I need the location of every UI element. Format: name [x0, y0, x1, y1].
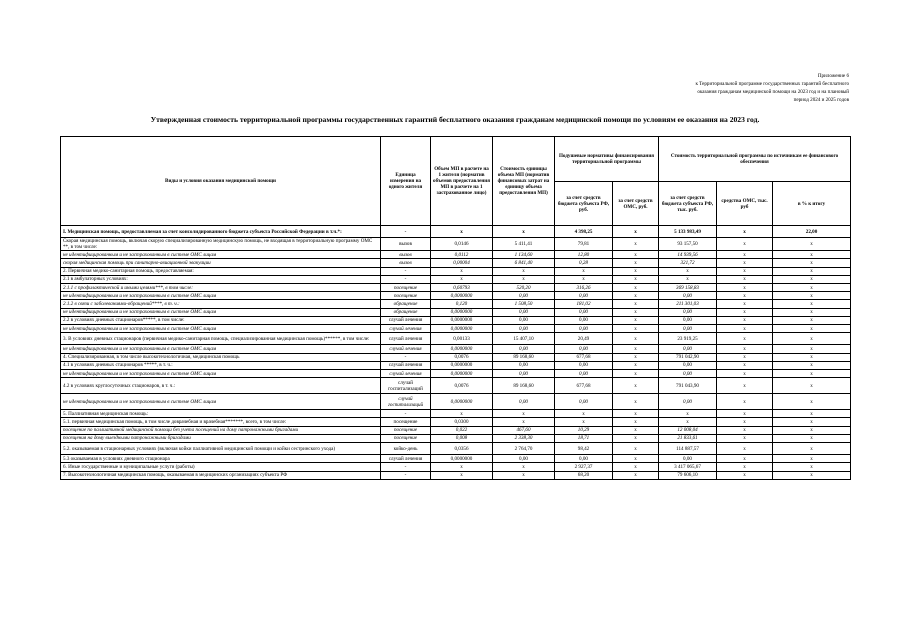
cost-table — [60, 136, 851, 480]
value-cell: вызов — [381, 251, 431, 259]
value-cell: х — [717, 308, 773, 316]
value-cell: х — [717, 418, 773, 426]
value-cell: х — [717, 275, 773, 283]
header-group-cost: Стоимость территориальной программы по источникам ее финансового обеспечения — [659, 137, 851, 182]
table-row — [61, 316, 851, 324]
value-cell: 0,00 — [555, 361, 613, 369]
value-cell: 0,00 — [555, 316, 613, 324]
value-cell: 1 134,60 — [493, 251, 555, 259]
row-label-cell: 2.1.2 в связи с заболеваниями-обращений****, в т. ч.: — [61, 300, 381, 308]
value-cell: 0,0000000 — [431, 394, 493, 410]
table-row — [61, 275, 851, 283]
row-label-cell: не идентифицированным и не застрахованным в системе ОМС лицам — [61, 370, 381, 378]
value-cell: 22,00 — [773, 226, 851, 238]
value-cell: х — [717, 324, 773, 332]
value-cell: х — [773, 316, 851, 324]
value-cell: х — [613, 418, 659, 426]
table-row — [61, 251, 851, 259]
value-cell: х — [493, 226, 555, 238]
value-cell: х — [613, 251, 659, 259]
table-row — [61, 308, 851, 316]
row-label-cell: 5.2. оказываемая в стационарных условиях (включая койки паллиативной медицинской помощи и койки сестринского ухода) — [61, 442, 381, 454]
value-cell: 114 887,57 — [659, 442, 717, 454]
row-label-cell: не идентифицированным и не застрахованным в системе ОМС лицам — [61, 308, 381, 316]
value-cell: х — [773, 426, 851, 434]
appendix-line: к Территориальной программе государственных гарантий бесплатного — [695, 81, 849, 87]
value-cell: посещение — [381, 284, 431, 292]
row-label-cell: посещения на дому выездными патронажными бригадами — [61, 434, 381, 442]
value-cell: х — [717, 259, 773, 267]
value-cell: х — [717, 345, 773, 353]
value-cell: 2 338,30 — [493, 434, 555, 442]
row-label-cell: посещение по паллиативной медицинской помощи без учета посещений на дому патронажными бригадами — [61, 426, 381, 434]
value-cell: х — [773, 455, 851, 463]
value-cell: 467,60 — [493, 426, 555, 434]
header-oms-thousand: средства ОМС, тыс. руб — [717, 182, 773, 226]
value-cell: 0,00 — [493, 394, 555, 410]
value-cell: 98,42 — [555, 442, 613, 454]
value-cell: 0,0000000 — [431, 324, 493, 332]
value-cell: 0,0000000 — [431, 361, 493, 369]
value-cell: 6 841,40 — [493, 259, 555, 267]
value-cell: х — [717, 226, 773, 238]
value-cell: 0,0112 — [431, 251, 493, 259]
appendix-line: оказания гражданам медицинской помощи на 2023 год и на плановый — [697, 89, 849, 95]
value-cell: 0,28 — [555, 259, 613, 267]
header-unit-cost: Стоимость единицы объема МП (норматив финансовых затрат на единицу объема предоставления МП) — [493, 137, 555, 226]
table-row — [61, 259, 851, 267]
value-cell: - — [381, 353, 431, 361]
header-budget-thousand: за счет средств бюджета субъекта РФ, тыс. руб. — [659, 182, 717, 226]
row-label-cell: не идентифицированным и не застрахованным в системе ОМС лицам — [61, 324, 381, 332]
value-cell: х — [773, 308, 851, 316]
value-cell: 0,00 — [555, 324, 613, 332]
value-cell: 0,00 — [493, 370, 555, 378]
value-cell: посещение — [381, 418, 431, 426]
value-cell: х — [773, 378, 851, 394]
value-cell: 0,00 — [493, 345, 555, 353]
value-cell: х — [773, 259, 851, 267]
value-cell: 18,71 — [555, 434, 613, 442]
value-cell: - — [381, 226, 431, 238]
value-cell: х — [493, 471, 555, 479]
value-cell: 0,0000000 — [431, 308, 493, 316]
value-cell: х — [613, 463, 659, 471]
value-cell: х — [659, 267, 717, 275]
value-cell: х — [773, 251, 851, 259]
value-cell: случай лечения — [381, 345, 431, 353]
value-cell: 5 133 983,49 — [659, 226, 717, 238]
row-label-cell: 5.1. первичная медицинская помощь, в том числе доврачебная и врачебная*******, всего, в том числе: — [61, 418, 381, 426]
table-row — [61, 410, 851, 418]
value-cell: 0,022 — [431, 426, 493, 434]
table-row — [61, 394, 851, 410]
value-cell: 0,120 — [431, 300, 493, 308]
value-cell: 791 042,90 — [659, 353, 717, 361]
value-cell: х — [717, 300, 773, 308]
value-cell: 0,00 — [493, 361, 555, 369]
value-cell: случай лечения — [381, 316, 431, 324]
value-cell: х — [717, 267, 773, 275]
value-cell: х — [613, 361, 659, 369]
value-cell: 0,0000000 — [431, 316, 493, 324]
value-cell: 0,0356 — [431, 442, 493, 454]
value-cell: 12,80 — [555, 251, 613, 259]
row-label-cell: 4. Специализированная, в том числе высокотехнологичная, медицинская помощь — [61, 353, 381, 361]
value-cell: х — [773, 394, 851, 410]
value-cell: х — [613, 426, 659, 434]
value-cell: 677,68 — [555, 353, 613, 361]
row-label-cell: не идентифицированным и не застрахованным в системе ОМС лицам — [61, 292, 381, 300]
value-cell: 0,0076 — [431, 378, 493, 394]
row-label-cell: 5. Паллиативная медицинская помощь: — [61, 410, 381, 418]
value-cell: х — [773, 471, 851, 479]
value-cell: 15 407,10 — [493, 333, 555, 345]
value-cell: х — [493, 410, 555, 418]
value-cell: 0,0000000 — [431, 345, 493, 353]
value-cell: х — [773, 324, 851, 332]
value-cell: 10,29 — [555, 426, 613, 434]
value-cell: 181,02 — [555, 300, 613, 308]
value-cell: х — [773, 292, 851, 300]
value-cell: х — [717, 361, 773, 369]
value-cell: х — [773, 434, 851, 442]
value-cell: х — [773, 361, 851, 369]
value-cell: 0,60793 — [431, 284, 493, 292]
header-budget-rub: за счет средств бюджета субъекта РФ, руб. — [555, 182, 613, 226]
row-label-cell: 7. Высокотехнологичная медицинская помощь, оказываемая в медицинских организациях субъекта РФ — [61, 471, 381, 479]
value-cell: 0,00 — [555, 455, 613, 463]
value-cell: 0,00 — [493, 316, 555, 324]
table-row — [61, 300, 851, 308]
value-cell: х — [717, 442, 773, 454]
value-cell: х — [613, 378, 659, 394]
table-row — [61, 418, 851, 426]
header-unit: Единица измерения на одного жителя — [381, 137, 431, 226]
value-cell: 68,20 — [555, 471, 613, 479]
value-cell: х — [717, 434, 773, 442]
value-cell: 0,00 — [659, 345, 717, 353]
value-cell: случай лечения — [381, 333, 431, 345]
value-cell: х — [613, 333, 659, 345]
row-label-cell: 4.1 в условиях дневных стационаров *****, в т. ч.: — [61, 361, 381, 369]
value-cell: - — [381, 410, 431, 418]
table-row — [61, 353, 851, 361]
value-cell: 0,00 — [493, 308, 555, 316]
value-cell: х — [613, 308, 659, 316]
value-cell: х — [431, 471, 493, 479]
value-cell: 0,00 — [659, 292, 717, 300]
value-cell: х — [493, 267, 555, 275]
row-label-cell: 2. Первичная медико-санитарная помощь, предоставляемая: — [61, 267, 381, 275]
value-cell: - — [381, 267, 431, 275]
row-label-cell: 2.1.1 с профилактической и иными целями***, в том числе: — [61, 284, 381, 292]
value-cell: х — [773, 463, 851, 471]
appendix-line: период 2024 и 2025 годов — [793, 97, 849, 103]
value-cell: 79 606,10 — [659, 471, 717, 479]
value-cell: х — [493, 275, 555, 283]
value-cell: х — [431, 410, 493, 418]
value-cell: 0,00 — [659, 394, 717, 410]
value-cell: х — [555, 418, 613, 426]
appendix-line: Приложение 6 — [817, 73, 849, 79]
value-cell: х — [613, 275, 659, 283]
value-cell: х — [613, 284, 659, 292]
value-cell: 2 764,70 — [493, 442, 555, 454]
value-cell: х — [773, 410, 851, 418]
value-cell: х — [717, 251, 773, 259]
value-cell: х — [555, 275, 613, 283]
header-volume: Объем МП в расчете на 1 жителя (норматив объемов предоставления МП в расчете на 1 застрахованное лицо) — [431, 137, 493, 226]
value-cell: 0,00 — [555, 370, 613, 378]
value-cell: х — [613, 471, 659, 479]
value-cell: 0,0000000 — [431, 370, 493, 378]
value-cell: х — [717, 455, 773, 463]
value-cell: случай лечения — [381, 370, 431, 378]
value-cell: 0,0300 — [431, 418, 493, 426]
value-cell: х — [493, 418, 555, 426]
table-row — [61, 463, 851, 471]
value-cell: вызов — [381, 259, 431, 267]
table-row — [61, 267, 851, 275]
value-cell: х — [717, 333, 773, 345]
value-cell: х — [431, 275, 493, 283]
value-cell: х — [659, 275, 717, 283]
row-label-cell: 6. Иные государственные и муниципальные услуги (работы) — [61, 463, 381, 471]
table-body — [61, 226, 851, 480]
value-cell: х — [613, 259, 659, 267]
value-cell: х — [773, 267, 851, 275]
value-cell: 677,68 — [555, 378, 613, 394]
value-cell: х — [717, 378, 773, 394]
value-cell: х — [717, 292, 773, 300]
value-cell: 0,00 — [659, 324, 717, 332]
value-cell: 0,00 — [493, 324, 555, 332]
value-cell: х — [613, 324, 659, 332]
value-cell: 2 927,37 — [555, 463, 613, 471]
value-cell: 1 508,50 — [493, 300, 555, 308]
value-cell: х — [555, 267, 613, 275]
row-label-cell: не идентифицированным и не застрахованным в системе ОМС лицам — [61, 345, 381, 353]
value-cell: 14 939,56 — [659, 251, 717, 259]
value-cell: - — [381, 463, 431, 471]
value-cell: случай госпитализаций — [381, 394, 431, 410]
value-cell: - — [381, 471, 431, 479]
value-cell: х — [613, 394, 659, 410]
value-cell: 369 158,83 — [659, 284, 717, 292]
value-cell: 0,0000000 — [431, 292, 493, 300]
value-cell: 0,008 — [431, 434, 493, 442]
table-row — [61, 226, 851, 238]
value-cell: х — [613, 370, 659, 378]
table-row — [61, 333, 851, 345]
value-cell: х — [773, 238, 851, 251]
value-cell: посещение — [381, 292, 431, 300]
table-row — [61, 292, 851, 300]
value-cell: х — [613, 353, 659, 361]
value-cell: х — [613, 410, 659, 418]
value-cell: х — [613, 345, 659, 353]
value-cell: обращение — [381, 308, 431, 316]
value-cell: 89 168,60 — [493, 353, 555, 361]
value-cell: случай госпитализаций — [381, 378, 431, 394]
value-cell: х — [773, 300, 851, 308]
value-cell: х — [613, 238, 659, 251]
value-cell: 0,00 — [659, 361, 717, 369]
value-cell: посещение — [381, 434, 431, 442]
value-cell: 0,00133 — [431, 333, 493, 345]
value-cell: посещение — [381, 426, 431, 434]
value-cell: 0,00 — [555, 345, 613, 353]
value-cell: 0,00 — [659, 370, 717, 378]
table-row — [61, 442, 851, 454]
value-cell: х — [773, 442, 851, 454]
row-label-cell: 2.2 в условиях дневных стационаров*****, в том числе: — [61, 316, 381, 324]
value-cell: 0,00 — [493, 455, 555, 463]
value-cell: случай лечения — [381, 361, 431, 369]
value-cell: х — [717, 284, 773, 292]
value-cell: обращение — [381, 300, 431, 308]
value-cell: 3 417 065,67 — [659, 463, 717, 471]
value-cell: х — [773, 284, 851, 292]
value-cell: х — [613, 226, 659, 238]
value-cell: 791 043,90 — [659, 378, 717, 394]
row-label-cell: скорая медицинская помощь при санитарно-авиационной эвакуации — [61, 259, 381, 267]
table-row — [61, 426, 851, 434]
header-type: Виды и условия оказания медицинской помощи — [61, 137, 381, 226]
value-cell: х — [555, 410, 613, 418]
value-cell: х — [659, 418, 717, 426]
value-cell: х — [613, 442, 659, 454]
value-cell: 0,0146 — [431, 238, 493, 251]
value-cell: х — [773, 370, 851, 378]
value-cell: 321,72 — [659, 259, 717, 267]
value-cell: х — [773, 333, 851, 345]
value-cell: 0,00 — [555, 308, 613, 316]
value-cell: 23 919,25 — [659, 333, 717, 345]
table-row — [61, 471, 851, 479]
row-label-cell: 4.2 в условиях круглосуточных стационаров, в т. ч.: — [61, 378, 381, 394]
value-cell: койко-день — [381, 442, 431, 454]
table-row — [61, 238, 851, 251]
row-label-cell: Скорая медицинская помощь, включая скорую специализированную медицинскую помощь, не входящая в территориальную программу ОМС **, в том числе: — [61, 238, 381, 251]
row-label-cell: не идентифицированным и не застрахованным в системе ОМС лицам — [61, 394, 381, 410]
value-cell: х — [431, 267, 493, 275]
value-cell: х — [659, 410, 717, 418]
value-cell: 211 301,03 — [659, 300, 717, 308]
table-row — [61, 434, 851, 442]
value-cell: х — [613, 267, 659, 275]
table-row — [61, 378, 851, 394]
value-cell: х — [717, 410, 773, 418]
value-cell: х — [613, 316, 659, 324]
value-cell: х — [717, 353, 773, 361]
value-cell: х — [773, 418, 851, 426]
value-cell: х — [431, 226, 493, 238]
value-cell: случай лечения — [381, 324, 431, 332]
value-cell: х — [613, 292, 659, 300]
table-row — [61, 284, 851, 292]
value-cell: х — [613, 300, 659, 308]
value-cell: 79,81 — [555, 238, 613, 251]
value-cell: 21 833,61 — [659, 434, 717, 442]
value-cell: х — [613, 434, 659, 442]
value-cell: х — [717, 471, 773, 479]
row-label-cell: 2.1 в амбулаторных условиях: — [61, 275, 381, 283]
value-cell: х — [773, 353, 851, 361]
header-percent: в % к итогу — [773, 182, 851, 226]
value-cell: - — [381, 275, 431, 283]
value-cell: х — [717, 370, 773, 378]
table-row — [61, 345, 851, 353]
value-cell: 12 008,04 — [659, 426, 717, 434]
document-title: Утвержденная стоимость территориальной программы государственных гарантий бесплатного оказания гражданам медицинской помощи по условиям ее оказания на 2023 год. — [150, 115, 760, 124]
value-cell: х — [773, 275, 851, 283]
value-cell: х — [717, 394, 773, 410]
value-cell: х — [717, 463, 773, 471]
value-cell: х — [613, 455, 659, 463]
row-label-cell: I. Медицинская помощь, предоставляемая за счет консолидированного бюджета субъекта Российской Федерации в т.ч.*: — [61, 226, 381, 238]
value-cell: 0,00 — [659, 308, 717, 316]
value-cell: 316,26 — [555, 284, 613, 292]
value-cell: 520,20 — [493, 284, 555, 292]
row-label-cell: 5.3 оказываемая в условиях дневного стационара — [61, 455, 381, 463]
value-cell: х — [717, 238, 773, 251]
value-cell: 89 168,60 — [493, 378, 555, 394]
value-cell: 4 398,25 — [555, 226, 613, 238]
row-label-cell: не идентифицированным и не застрахованным в системе ОМС лицам — [61, 251, 381, 259]
value-cell: 0,00 — [493, 292, 555, 300]
value-cell: х — [717, 316, 773, 324]
header-group-norms: Подушевые нормативы финансирования территориальной программы — [555, 137, 659, 182]
value-cell: 20,49 — [555, 333, 613, 345]
row-label-cell: 3. В условиях дневных стационаров (первичная медико-санитарная помощь, специализированная медицинская помощь)******, в том числе: — [61, 333, 381, 345]
table-row — [61, 361, 851, 369]
value-cell: х — [717, 426, 773, 434]
value-cell: 0,0000000 — [431, 455, 493, 463]
value-cell: 93 157,50 — [659, 238, 717, 251]
value-cell: 0,00 — [659, 316, 717, 324]
table-row — [61, 370, 851, 378]
table-row — [61, 324, 851, 332]
value-cell: х — [493, 463, 555, 471]
value-cell: 0,00 — [555, 292, 613, 300]
value-cell: 0,0076 — [431, 353, 493, 361]
header-oms-rub: за счет средств ОМС, руб. — [613, 182, 659, 226]
value-cell: вызов — [381, 238, 431, 251]
value-cell: 0,00 — [659, 455, 717, 463]
appendix-note — [589, 72, 849, 104]
table-row — [61, 455, 851, 463]
value-cell: случай лечения — [381, 455, 431, 463]
value-cell: х — [431, 463, 493, 471]
value-cell: 5 411,41 — [493, 238, 555, 251]
value-cell: х — [773, 345, 851, 353]
value-cell: 0,00004 — [431, 259, 493, 267]
value-cell: 0,00 — [555, 394, 613, 410]
